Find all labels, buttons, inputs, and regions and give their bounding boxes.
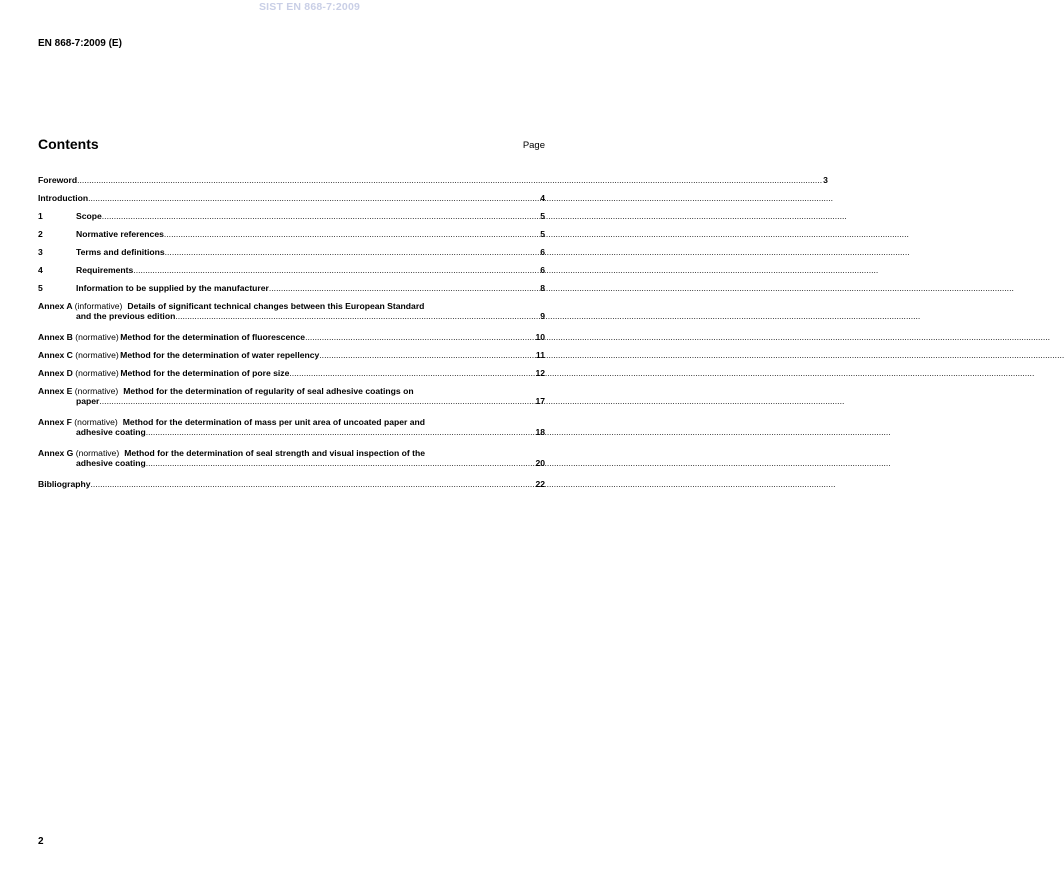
toc-entry-introduction[interactable]	[38, 193, 545, 203]
toc-title: Foreword	[38, 175, 78, 185]
toc-title-continued: paper	[76, 396, 100, 406]
clause-number: 1	[38, 211, 43, 221]
toc-leader	[269, 283, 539, 293]
toc-title-continued: adhesive coating	[76, 458, 146, 468]
annex-label: Annex C (normative)	[38, 350, 119, 360]
toc-title: Normative references	[76, 229, 164, 239]
clause-number: 3	[38, 247, 43, 257]
annex-label: Annex E (normative)	[38, 386, 119, 396]
toc-line	[38, 301, 545, 311]
toc-page: 11	[535, 350, 545, 360]
toc-page: 8	[540, 283, 545, 293]
annex-kind: (normative)	[75, 332, 119, 342]
toc-entry-annex-g[interactable]	[38, 448, 545, 468]
toc-title: Method for the determination of seal strength and visual inspection of the	[124, 448, 426, 458]
annex-kind: (normative)	[75, 350, 119, 360]
toc-leader	[164, 229, 539, 239]
toc-page: 4	[540, 193, 545, 203]
watermark: SIST EN 868-7:2009	[258, 1, 361, 13]
toc-entry-clause-2[interactable]	[38, 229, 545, 239]
annex-label: Annex F (normative)	[38, 417, 118, 427]
toc-page: 6	[540, 265, 545, 275]
toc-entry-annex-a[interactable]	[38, 301, 545, 321]
annex-label: Annex G (normative)	[38, 448, 120, 458]
annex-label: Annex B (normative)	[38, 332, 119, 342]
toc-leader	[175, 311, 539, 321]
toc-title: Method for the determination of mass per unit area of uncoated paper and	[122, 417, 426, 427]
toc-leader	[146, 427, 535, 437]
toc-line	[38, 448, 545, 458]
toc-title: Details of significant technical changes between this European Standard	[127, 301, 425, 311]
toc-title: Information to be supplied by the manufacturer	[76, 283, 269, 293]
toc-entry-clause-3[interactable]	[38, 247, 545, 257]
toc-leader	[91, 479, 535, 489]
annex-kind: (normative)	[75, 448, 120, 458]
toc-line	[38, 427, 545, 437]
toc-page: 5	[540, 211, 545, 221]
toc-entry-annex-c[interactable]	[38, 350, 545, 360]
annex-kind: (normative)	[74, 386, 119, 396]
toc-entry-clause-5[interactable]	[38, 283, 545, 293]
clause-number: 2	[38, 229, 43, 239]
toc-entry-clause-4[interactable]	[38, 265, 545, 275]
toc-title-continued: adhesive coating	[76, 427, 146, 437]
toc-page: 17	[535, 396, 545, 406]
annex-kind: (informative)	[74, 301, 123, 311]
toc-leader	[305, 332, 534, 342]
contents-heading: Contents	[38, 136, 99, 152]
toc-title: Method for the determination of fluorescence	[120, 332, 306, 342]
document-id: EN 868-7:2009 (E)	[38, 38, 122, 49]
toc-title: Terms and definitions	[76, 247, 165, 257]
toc-line	[38, 396, 545, 406]
clause-number: 4	[38, 265, 43, 275]
toc-entry-clause-1[interactable]	[38, 211, 545, 221]
toc-leader	[88, 193, 539, 203]
toc-leader	[99, 396, 534, 406]
toc-page: 9	[540, 311, 545, 321]
toc-line	[38, 311, 545, 321]
toc-page: 10	[535, 332, 545, 342]
clause-number: 5	[38, 283, 43, 293]
toc-leader	[165, 247, 540, 257]
toc-title: Method for the determination of regularity of seal adhesive coatings on	[123, 386, 414, 396]
toc-entry-annex-d[interactable]	[38, 368, 545, 378]
toc-page: 22	[535, 479, 545, 489]
toc-page: 12	[535, 368, 545, 378]
toc-page: 20	[535, 458, 545, 468]
toc-line	[38, 417, 545, 427]
toc-title: Introduction	[38, 193, 89, 203]
page-column-label: Page	[522, 140, 545, 151]
toc-entry-annex-b[interactable]	[38, 332, 545, 342]
toc-entry-annex-e[interactable]	[38, 386, 545, 406]
toc-entry-foreword[interactable]	[38, 175, 828, 185]
toc-leader	[77, 175, 822, 185]
toc-leader	[319, 350, 535, 360]
toc-title: Method for the determination of pore size	[120, 368, 290, 378]
page-number: 2	[38, 836, 44, 847]
toc-page: 6	[540, 247, 545, 257]
annex-kind: (normative)	[74, 417, 118, 427]
toc-title: Method for the determination of water repellency	[120, 350, 320, 360]
toc-line	[38, 458, 545, 468]
toc-entry-annex-f[interactable]	[38, 417, 545, 437]
annex-label: Annex A (informative)	[38, 301, 123, 311]
toc-leader	[133, 265, 539, 275]
toc-title: Bibliography	[38, 479, 91, 489]
toc-leader	[102, 211, 539, 221]
toc-leader	[289, 368, 534, 378]
annex-kind: (normative)	[75, 368, 119, 378]
toc-title: Scope	[76, 211, 102, 221]
toc-entry-bibliography[interactable]	[38, 479, 545, 489]
toc-page: 18	[535, 427, 545, 437]
toc-page: 5	[540, 229, 545, 239]
annex-label: Annex D (normative)	[38, 368, 119, 378]
toc-line	[38, 386, 545, 396]
toc-title: Requirements	[76, 265, 134, 275]
toc-title-continued: and the previous edition	[76, 311, 176, 321]
toc-leader	[146, 458, 535, 468]
toc-page: 3	[823, 175, 828, 185]
